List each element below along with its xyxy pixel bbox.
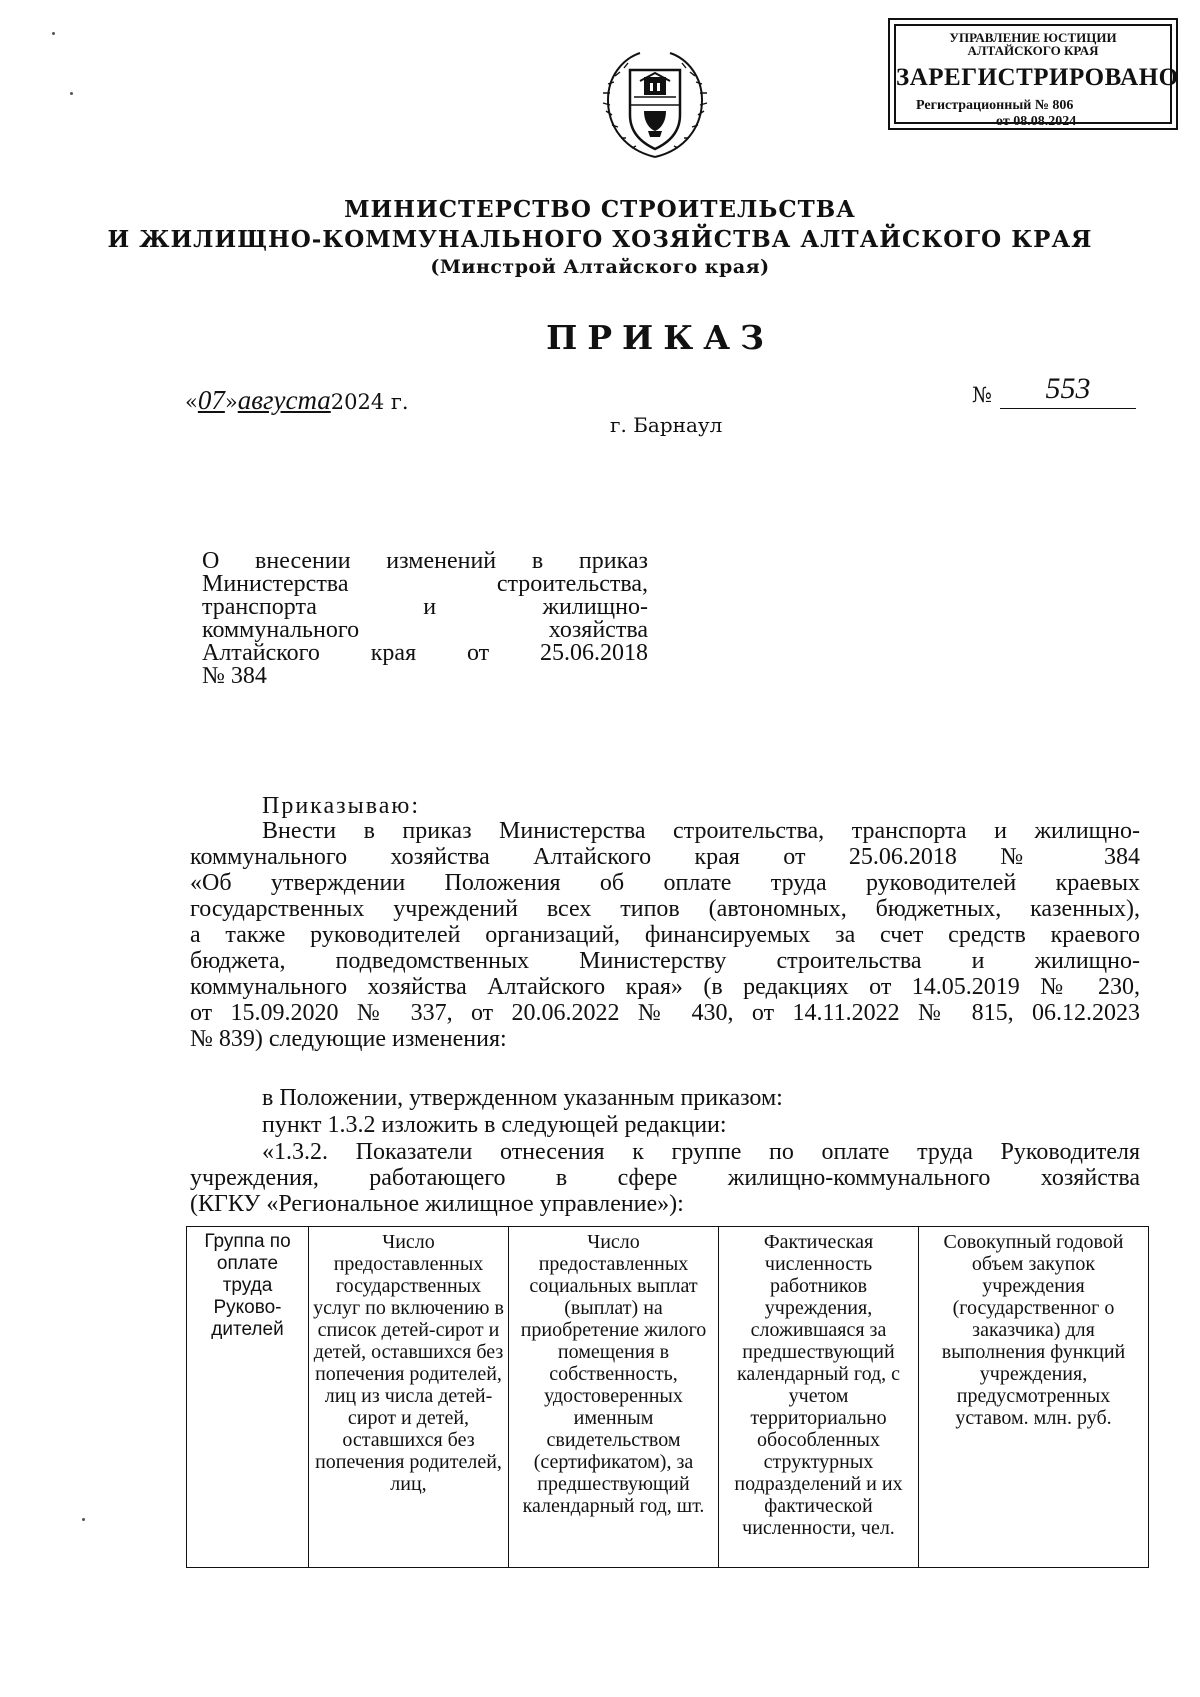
date-close-quote: » (224, 390, 238, 414)
date-open-quote: « (185, 390, 198, 414)
pay-group-indicators-table (186, 1226, 1149, 1568)
paragraph-line: государственных учреждений всех типов (автономных, бюджетных, казенных), (190, 896, 1140, 922)
order-number-sign: № (972, 383, 992, 407)
subject-line: № 384 (202, 663, 267, 689)
table-header-cell: Число предоставленных государственных услуг по включению в список детей-сирот и детей, оставшихся без попечения родителей, лиц из числа детей-сирот и детей, оставшихся без попечения родителей, лиц, (309, 1227, 509, 1568)
scan-speck (52, 32, 55, 35)
ministry-title-line2: И ЖИЛИЩНО-КОММУНАЛЬНОГО ХОЗЯЙСТВА АЛТАЙСКОГО КРАЯ (107, 226, 1093, 253)
order-main-paragraph (190, 818, 1140, 1052)
stamp-authority-line1: УПРАВЛЕНИЕ ЮСТИЦИИ (949, 30, 1117, 45)
paragraph-line: «Об утверждении Положения об оплате труда руководителей краевых (190, 870, 1140, 896)
paragraph-line: коммунального хозяйства Алтайского края» (в редакциях от 14.05.2019 № 230, (190, 974, 1140, 1000)
table-header-cell: Совокупный годовой объем закупок учреждения (государственног о заказчика) для выполнения функций учреждения, предусмотренных уставом. млн. руб. (919, 1227, 1149, 1568)
coat-of-arms-icon (600, 45, 710, 165)
stamp-authority-line2: АЛТАЙСКОГО КРАЯ (967, 43, 1099, 58)
ministry-short-name: (Минстрой Алтайского края) (430, 256, 770, 278)
scan-speck (70, 92, 73, 95)
registration-stamp (888, 18, 1178, 130)
paragraph-line: от 15.09.2020 № 337, от 20.06.2022 № 430, от 14.11.2022 № 815, 06.12.2023 (190, 1000, 1140, 1026)
document-type-title: ПРИКАЗ (546, 318, 774, 357)
clause-line: (КГКУ «Региональное жилищное управление»): (190, 1191, 684, 1217)
subject-line: транспорта и жилищно- (202, 594, 648, 620)
stamp-reg-number: Регистрационный № 806 (916, 98, 1074, 113)
clause-line: учреждения, работающего в сфере жилищно-коммунального хозяйства (190, 1165, 1140, 1191)
subject-line: коммунального хозяйства (202, 617, 648, 643)
subject-line: Министерства строительства, (202, 571, 648, 597)
table-header-cell: Фактическая численность работников учреждения, сложившаяся за предшествующий календарный год, с учетом территориально обособленных структурных подразделений и их фактической численности, чел. (719, 1227, 919, 1568)
paragraph-line: бюджета, подведомственных Министерству строительства и жилищно- (190, 948, 1140, 974)
amended-clause (190, 1139, 1140, 1217)
stamp-frame (894, 24, 1179, 129)
paragraph-line: Внести в приказ Министерства строительства, транспорта и жилищно- (262, 818, 1140, 844)
paragraph-line: коммунального хозяйства Алтайского края от 25.06.2018 № 384 (190, 844, 1140, 870)
stamp-reg-date: от 08.08.2024 (996, 114, 1077, 129)
order-date (185, 385, 409, 416)
order-year: 2024 г. (330, 390, 409, 414)
subject-line: О внесении изменений в приказ (202, 548, 648, 574)
order-number: 553 (1000, 370, 1136, 409)
amendment-location: в Положении, утвержденном указанным приказом: (262, 1085, 783, 1111)
order-directive: Приказываю: (262, 793, 420, 819)
paragraph-line: а также руководителей организаций, финансируемых за счет средств краевого (190, 922, 1140, 948)
order-city: г. Барнаул (610, 413, 723, 437)
table-header-cell: Группа по оплате труда Руково-дителей (187, 1227, 309, 1568)
stamp-status: ЗАРЕГИСТРИРОВАНО (896, 64, 1179, 91)
paragraph-line: № 839) следующие изменения: (190, 1026, 507, 1052)
amendment-point: пункт 1.3.2 изложить в следующей редакции: (262, 1112, 727, 1138)
subject-line: Алтайского края от 25.06.2018 (202, 640, 648, 666)
ministry-title-line1: МИНИСТЕРСТВО СТРОИТЕЛЬСТВА (344, 196, 856, 223)
order-month: августа (237, 385, 331, 415)
scan-speck (82, 1518, 85, 1521)
clause-line: «1.3.2. Показатели отнесения к группе по оплате труда Руководителя (262, 1139, 1140, 1165)
table-header-row (187, 1227, 1149, 1568)
order-subject (202, 550, 648, 665)
table-header-cell: Число предоставленных социальных выплат (выплат) на приобретение жилого помещения в собственность, удостоверенных именным свидетельством (сертификатом), за предшествующий календарный год, шт. (509, 1227, 719, 1568)
order-day: 07 (197, 385, 225, 415)
